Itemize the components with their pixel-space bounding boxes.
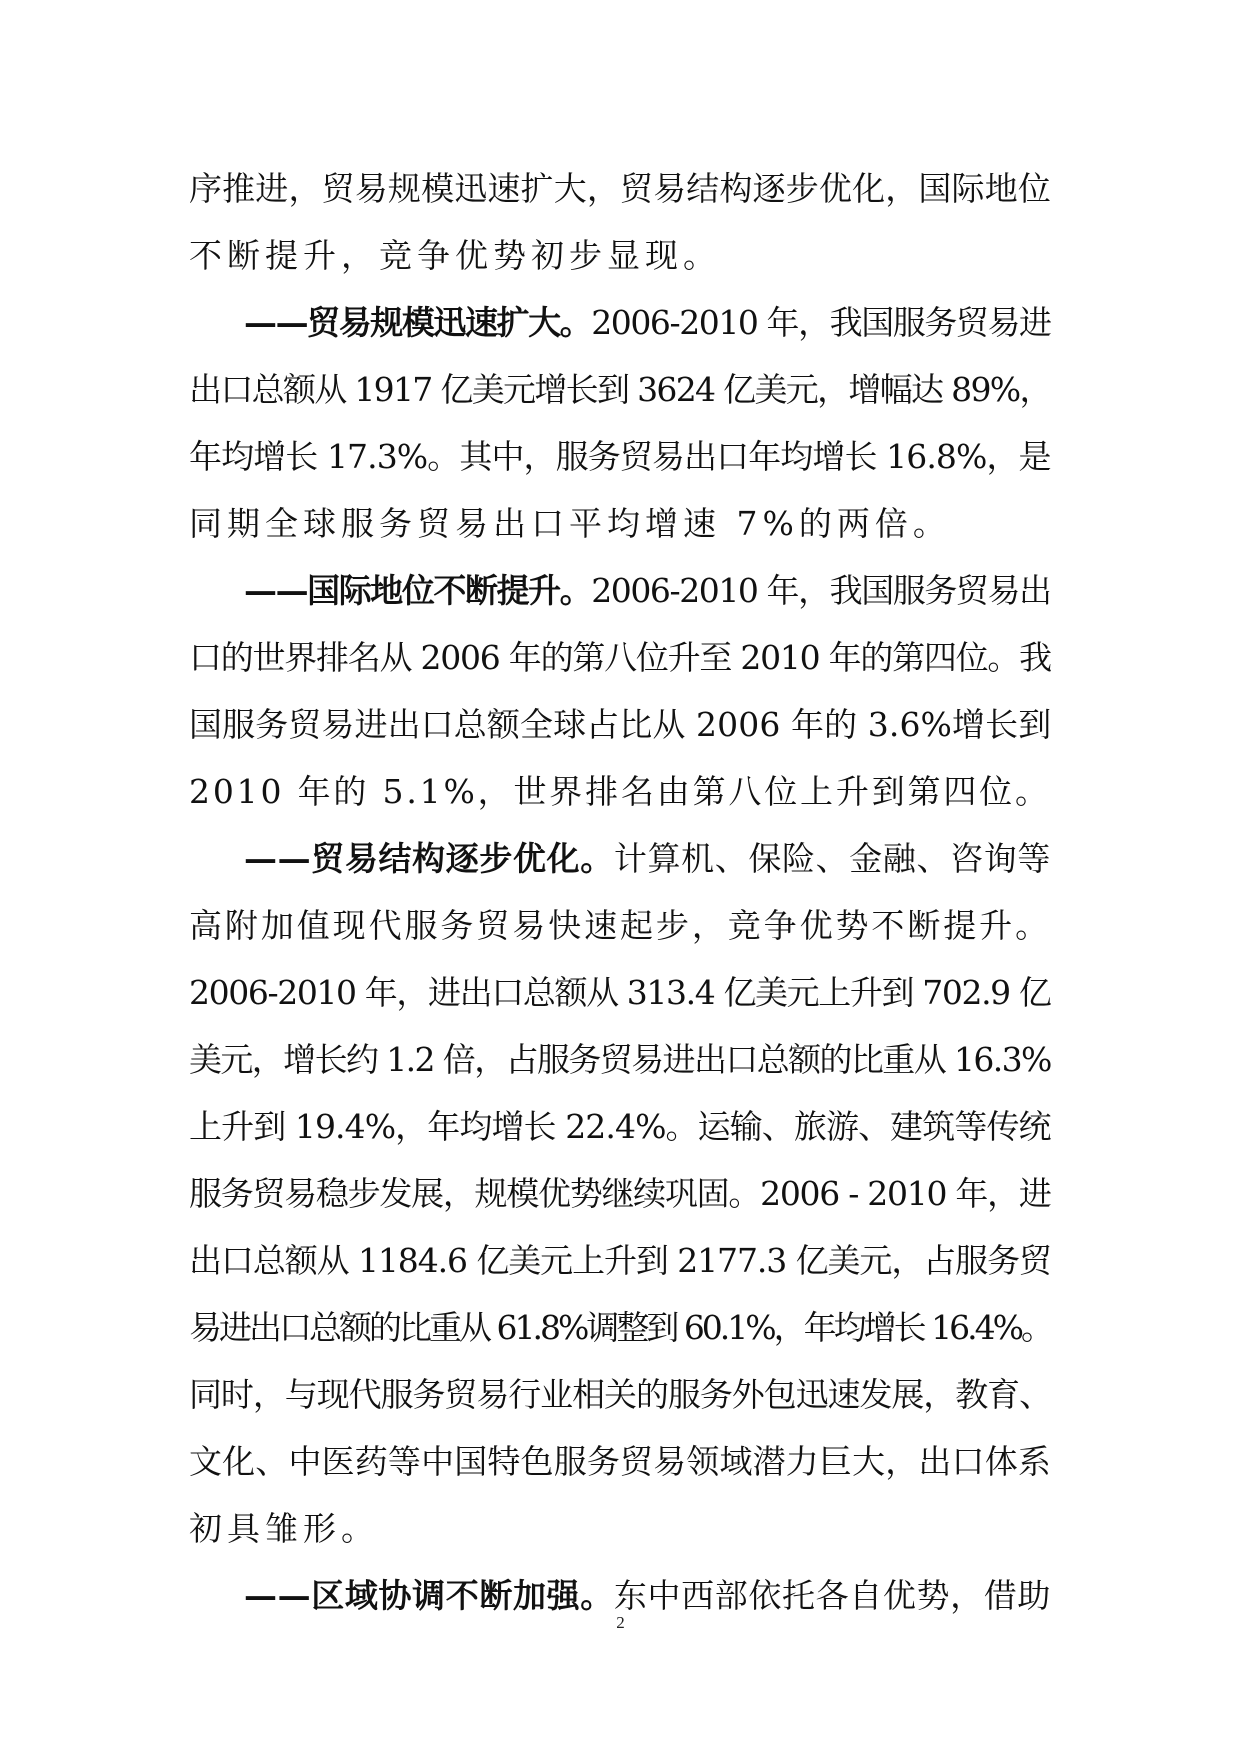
text-line: 同时，与现代服务贸易行业相关的服务外包迅速发展，教育、 [189, 1375, 1052, 1414]
paragraph-first-line [189, 557, 1051, 624]
page-number: 2 [616, 1613, 625, 1632]
text-span: 2006-2010 年，我国服务贸易出 [591, 571, 1051, 610]
text-line: 上升到 19.4%，年均增长 22.4%。运输、旅游、建筑等传统 [189, 1107, 1051, 1146]
document-body [189, 155, 1051, 1629]
text-line: 序推进，贸易规模迅速扩大，贸易结构逐步优化，国际地位 [189, 169, 1051, 208]
text-line: 出口总额从 1184.6 亿美元上升到 2177.3 亿美元，占服务贸 [189, 1241, 1051, 1280]
text-line: 初具雏形。 [189, 1509, 379, 1548]
text-line: 文化、中医药等中国特色服务贸易领域潜力巨大，出口体系 [189, 1442, 1051, 1481]
text-line: 易进出口总额的比重从 61.8%调整到 60.1%，年均增长 16.4%。 [189, 1308, 1051, 1347]
section-heading: ——贸易规模迅速扩大。 [244, 303, 592, 342]
text-span: 计算机、保险、金融、咨询等 [613, 839, 1051, 878]
text-span: 2006-2010 年，我国服务贸易进 [591, 303, 1051, 342]
paragraph-first-line [189, 289, 1051, 356]
text-line: 2006-2010 年，进出口总额从 313.4 亿美元上升到 702.9 亿 [189, 973, 1051, 1012]
text-line: 年均增长 17.3%。其中，服务贸易出口年均增长 16.8%，是 [189, 437, 1051, 476]
section-heading: ——贸易结构逐步优化。 [244, 839, 614, 878]
text-line: 出口总额从 1917 亿美元增长到 3624 亿美元，增幅达 89%， [189, 370, 1051, 409]
section-heading: ——国际地位不断提升。 [244, 571, 592, 610]
paragraph-trade-structure [189, 825, 1051, 1562]
text-span: 东中西部依托各自优势，借助 [613, 1576, 1051, 1615]
text-line: 服务贸易稳步发展，规模优势继续巩固。2006 - 2010 年，进 [189, 1174, 1051, 1213]
paragraph-first-line [189, 825, 1051, 892]
text-line: 2010 年的 5.1%，世界排名由第八位上升到第四位。 [189, 772, 1051, 811]
text-line: 不断提升，竞争优势初步显现。 [189, 236, 721, 275]
text-line: 口的世界排名从 2006 年的第八位升至 2010 年的第四位。我 [189, 638, 1051, 677]
paragraph-intro-continuation [189, 155, 1051, 289]
text-line: 美元，增长约 1.2 倍，占服务贸易进出口总额的比重从 16.3% [189, 1040, 1051, 1079]
text-line: 国服务贸易进出口总额全球占比从 2006 年的 3.6%增长到 [189, 705, 1052, 744]
text-line: 高附加值现代服务贸易快速起步，竞争优势不断提升。 [189, 906, 1051, 945]
section-heading: ——区域协调不断加强。 [244, 1576, 614, 1615]
text-line: 同期全球服务贸易出口平均增速 7%的两倍。 [189, 504, 951, 543]
paragraph-trade-scale [189, 289, 1051, 557]
paragraph-international-status [189, 557, 1051, 825]
